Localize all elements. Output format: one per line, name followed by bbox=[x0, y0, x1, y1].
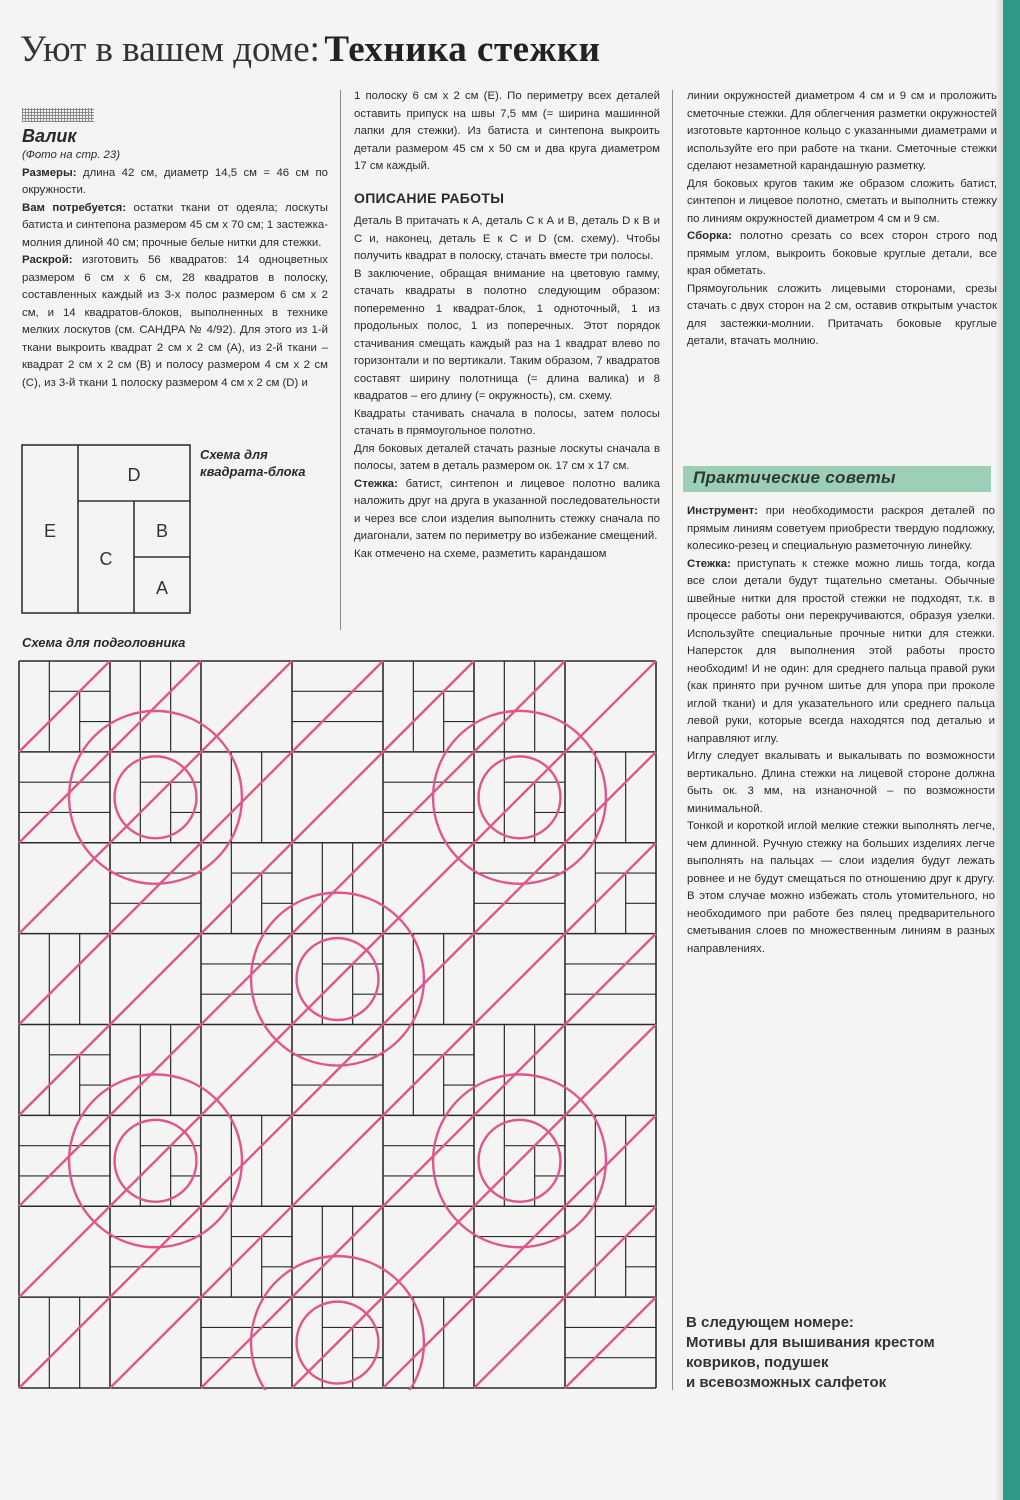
block-label-b: B bbox=[155, 521, 169, 541]
diagonal-stitch-line bbox=[201, 1206, 292, 1297]
work-paragraph: Квадраты стачивать сначала в полосы, затем полосы стачать в прямоугольное полотно. bbox=[354, 407, 660, 437]
stitching-paragraph bbox=[354, 476, 660, 546]
diagonal-stitch-line bbox=[19, 1025, 110, 1116]
diagonal-stitch-line bbox=[292, 1297, 383, 1388]
block-scheme-caption: Схема для квадрата-блока bbox=[200, 447, 306, 479]
diagonal-stitch-line bbox=[292, 1115, 383, 1206]
header-title: Техника стежки bbox=[324, 29, 601, 70]
diagonal-stitch-line bbox=[201, 843, 292, 934]
diagonal-stitch-line bbox=[110, 1115, 201, 1206]
diagonal-stitch-line bbox=[383, 752, 474, 843]
diagonal-stitch-line bbox=[292, 661, 383, 752]
header-series: Уют в вашем доме: bbox=[20, 29, 320, 70]
cutting-continued: 1 полоску 6 см х 2 см (Е). По периметру всех деталей оставить припуск на швы 7,5 мм (= ширина машинной лапки для стежки). Из батиста и синтепона выкроить детали размером 45 см х 50 см и два круга диаметром 17 см каждый. bbox=[354, 90, 660, 172]
article-column-3 bbox=[687, 88, 997, 351]
assembly-paragraph bbox=[687, 228, 997, 281]
diagonal-stitch-line bbox=[201, 752, 292, 843]
diagonal-stitch-line bbox=[201, 934, 292, 1025]
diagonal-stitch-line bbox=[474, 934, 565, 1025]
work-paragraph: В заключение, обращая внимание на цветовую гамму, стачать квадраты в полотно следующим образом: попеременно 1 квадрат-блок, 1 одноточный, 1 из продольных полос, 1 из поперечных. Этот порядок стачивания смещать каждый раз на 1 квадрат влево по горизонтали и по вертикали. Таким образом, 7 квадратов составят ширину полотнища (= длина валика) и 8 квадратов – его длину (= окружность), см. схему. bbox=[354, 267, 660, 402]
block-label-c: C bbox=[99, 549, 113, 569]
diagonal-stitch-line bbox=[383, 1206, 474, 1297]
diagonal-stitch-line bbox=[201, 1025, 292, 1116]
diagonal-stitch-line bbox=[19, 1297, 110, 1388]
diagonal-stitch-line bbox=[201, 661, 292, 752]
block-label-a: A bbox=[155, 578, 169, 598]
materials-text: остатки ткани от одеяла; лоскуты батиста и синтепона размером 45 см х 70 см; 1 застежка-молния длиной 40 см; прочные белые нитки для стежки. bbox=[22, 201, 328, 249]
diagonal-stitch-line bbox=[474, 661, 565, 752]
diagonal-stitch-line bbox=[201, 1115, 292, 1206]
side-circles-paragraph: Для боковых кругов таким же образом сложить батист, синтепон и лицевое полотно, сметать и выполнить стежку по линиям окружностей диаметром 4 см и 9 см. bbox=[687, 177, 997, 225]
page-edge-strip bbox=[1003, 0, 1020, 1500]
diagonal-stitch-line bbox=[110, 752, 201, 843]
tips-tool-label: Инструмент: bbox=[687, 505, 758, 517]
diagonal-stitch-line bbox=[110, 1025, 201, 1116]
assembly-paragraph: Прямоугольник сложить лицевыми сторонами, срезы стачать с двух сторон на 2 см, оставив открытым участок для застежки-молнии. Притачать боковые круглые детали, втачать молнию. bbox=[687, 282, 997, 347]
diagonal-stitch-line bbox=[565, 843, 656, 934]
diagonal-stitch-line bbox=[565, 1115, 656, 1206]
diagonal-stitch-line bbox=[201, 1297, 292, 1388]
diagonal-stitch-line bbox=[110, 934, 201, 1025]
page-header bbox=[20, 28, 601, 71]
photo-reference: (Фото на стр. 23) bbox=[22, 149, 120, 161]
tips-stitch-label: Стежка: bbox=[687, 557, 731, 570]
diagonal-stitch-line bbox=[19, 1206, 110, 1297]
diagonal-stitch-line bbox=[19, 661, 110, 752]
diagonal-stitch-line bbox=[474, 843, 565, 934]
next-issue-line: ковриков, подушек bbox=[686, 1354, 829, 1371]
diagonal-stitch-line bbox=[110, 1206, 201, 1297]
diagonal-stitch-line bbox=[292, 1206, 383, 1297]
diagonal-stitch-line bbox=[292, 752, 383, 843]
tips-tool-paragraph bbox=[687, 503, 995, 556]
tips-column bbox=[687, 503, 995, 958]
materials-label: Вам потребуется: bbox=[22, 201, 127, 214]
block-label-e: E bbox=[43, 521, 57, 541]
diagonal-stitch-line bbox=[565, 1206, 656, 1297]
diagonal-stitch-line bbox=[565, 1025, 656, 1116]
marking-paragraph: линии окружностей диаметром 4 см и 9 см и проложить сметочные стежки. Для облегчения разметки окружностей изготовьте картонное кольцо с указанными диаметрами и используйте его при работе на ткани. Сметочные стежки сделают незаметной карандашную разметку. bbox=[687, 90, 997, 172]
diagonal-stitch-line bbox=[292, 1025, 383, 1116]
cutting-paragraph bbox=[22, 252, 328, 392]
work-paragraph: Деталь В притачать к А, деталь С к А и В, деталь D к В и С и, наконец, деталь Е к С и D (см. схему). Чтобы получить квадрат в полоску, стачать вместе три полосы. bbox=[354, 215, 660, 262]
sizes-label: Размеры: bbox=[22, 166, 77, 179]
diagonal-stitch-line bbox=[383, 934, 474, 1025]
diagonal-stitch-line bbox=[110, 661, 201, 752]
diagonal-stitch-line bbox=[19, 752, 110, 843]
diagonal-stitch-line bbox=[383, 1115, 474, 1206]
tips-tool-text: при необходимости раскроя деталей по прямым линиям советуем приобрести твердую подложку, колесико-резец и специальную разметочную линейку. bbox=[687, 505, 995, 552]
tips-heading-bar bbox=[683, 466, 991, 492]
tips-stitch-paragraph bbox=[687, 556, 995, 749]
diagonal-stitch-line bbox=[474, 1297, 565, 1388]
work-paragraph: Как отмечено на схеме, разметить карандашом bbox=[354, 547, 607, 560]
diagonal-stitch-line bbox=[383, 843, 474, 934]
work-paragraph: Для боковых деталей стачать разные лоскуты сначала в полосы, затем в деталь размером ок. 17 см х 17 см. bbox=[354, 442, 660, 472]
diagonal-stitch-line bbox=[19, 934, 110, 1025]
next-issue-teaser bbox=[686, 1313, 1006, 1393]
diagonal-stitch-line bbox=[474, 1206, 565, 1297]
tips-title: Практические советы bbox=[693, 468, 896, 487]
next-issue-line: Мотивы для вышивания крестом bbox=[686, 1334, 935, 1351]
section-marker-icon bbox=[22, 108, 94, 122]
headrest-scheme-diagram bbox=[18, 660, 658, 1390]
diagonal-stitch-line bbox=[565, 752, 656, 843]
cutting-label: Раскрой: bbox=[22, 254, 73, 266]
large-stitch-circle bbox=[251, 1256, 424, 1390]
tips-paragraph: Тонкой и короткой иглой мелкие стежки выполнять легче, чем длинной. Ручную стежку на больших изделиях легче выполнять на пальцах — слои изделия будут лежать ровнее и не будут смещаться по отношению друг к другу. В этом случае можно избежать столь утомительного, но необходимого при работе без пялец предварительного сметывания слоев по множественным линиям в разных направлениях. bbox=[687, 820, 995, 955]
diagonal-stitch-line bbox=[474, 1115, 565, 1206]
article-title: Валик bbox=[22, 126, 77, 146]
article-column-1 bbox=[22, 108, 328, 392]
column-rule bbox=[672, 90, 673, 1390]
sizes-text: длина 42 см, диаметр 14,5 см = 46 см по окружности. bbox=[22, 166, 328, 196]
next-issue-line: В следующем номере: bbox=[686, 1314, 854, 1331]
assembly-text: полотно срезать со всех сторон строго под прямым углом, выкроить боковые круглые детали, все края обметать. bbox=[687, 230, 997, 277]
tips-stitch-text: приступать к стежке можно лишь тогда, когда все слои детали будут тщательно сметаны. Обычные швейные нитки для простой стежки не подходят, т.к. в процессе работы они перекручиваются, образуя узелки. Используйте специальные прочные нитки для стежки. Наперсток для выполнения этой работы просто необходим! И не один: для среднего пальца правой руки (как принято при ручном шитье для упора при проколе иглой ткани) и для указательного или среднего пальца левой руки, которые всегда находятся под деталью и направляют иглу. bbox=[687, 557, 995, 745]
diagonal-stitch-line bbox=[383, 661, 474, 752]
tips-paragraph: Иглу следует вкалывать и выкалывать по возможности вертикально. Длина стежки на лицевой стороне должна быть ок. 3 мм, на изнаночной – по возможности минимальной. bbox=[687, 750, 995, 815]
diagonal-stitch-line bbox=[383, 1297, 474, 1388]
cutting-text: изготовить 56 квадратов: 14 одноцветных размером 6 см х 6 см, 28 квадратов в полоску, составленных каждый из 3-х полос размером 6 см х 2 см, и 14 квадратов-блоков, выполненных в технике мелких лоскутов (см. САНДРА № 4/92). Для этого из 1-й ткани выкроить квадрат 2 см х 2 см (А), из 2-й ткани – квадрат 2 см х 2 см (В) и полосу размером 4 см х 2 см (С), из 3-й ткани 1 полоску размером 4 см х 2 см (D) и bbox=[22, 254, 328, 389]
block-scheme-diagram bbox=[21, 444, 193, 616]
diagonal-stitch-line bbox=[474, 752, 565, 843]
work-description-heading: ОПИСАНИЕ РАБОТЫ bbox=[354, 189, 505, 206]
diagonal-stitch-line bbox=[19, 1115, 110, 1206]
diagonal-stitch-line bbox=[565, 1297, 656, 1388]
article-column-2 bbox=[354, 88, 660, 563]
diagonal-stitch-line bbox=[110, 1297, 201, 1388]
headrest-scheme-caption: Схема для подголовника bbox=[22, 635, 186, 650]
block-label-d: D bbox=[127, 465, 141, 485]
stitching-text: батист, синтепон и лицевое полотно валика наложить друг на друга в указанной последовательности и через все слои изделия выполнить стежку сначала по диагонали, затем по периметру во избежание смещений. bbox=[354, 477, 660, 542]
column-rule bbox=[340, 90, 341, 630]
stitching-label: Стежка: bbox=[354, 477, 398, 490]
diagonal-stitch-line bbox=[292, 843, 383, 934]
diagonal-stitch-line bbox=[565, 661, 656, 752]
diagonal-stitch-line bbox=[19, 843, 110, 934]
materials-paragraph bbox=[22, 200, 328, 253]
diagonal-stitch-line bbox=[110, 843, 201, 934]
sizes-paragraph bbox=[22, 165, 328, 200]
next-issue-line: и всевозможных салфеток bbox=[686, 1374, 887, 1391]
diagonal-stitch-line bbox=[383, 1025, 474, 1116]
diagonal-stitch-line bbox=[565, 934, 656, 1025]
diagonal-stitch-line bbox=[292, 934, 383, 1025]
diagonal-stitch-line bbox=[474, 1025, 565, 1116]
assembly-label: Сборка: bbox=[687, 230, 732, 242]
